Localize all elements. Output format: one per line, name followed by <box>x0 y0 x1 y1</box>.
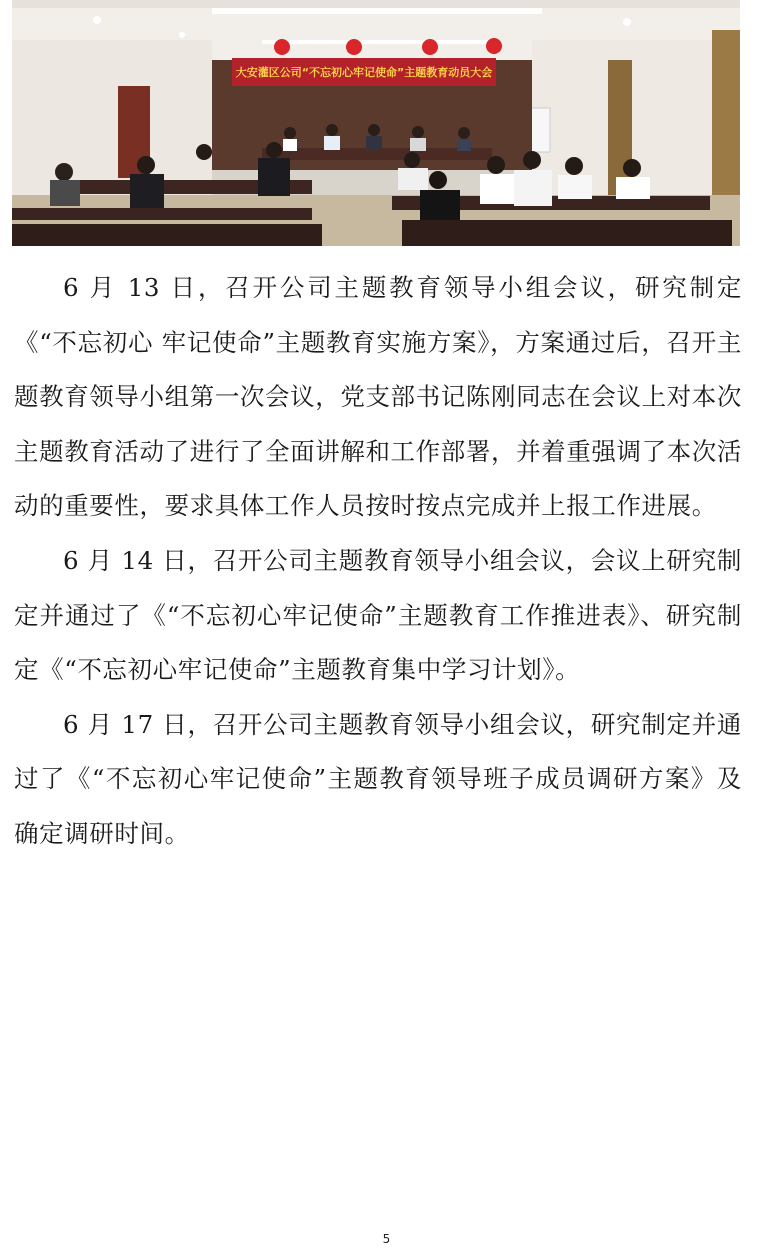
page-number: 5 <box>382 1232 391 1246</box>
banner-text: 大安灌区公司“不忘初心牢记使命”主题教育动员大会 <box>235 66 493 79</box>
meeting-photo <box>12 0 740 246</box>
document-body <box>14 261 742 862</box>
paragraph-june-13: 6 月 13 日，召开公司主题教育领导小组会议，研究制定《“不忘初心 牢记使命”主题教育实施方案》，方案通过后，召开主题教育领导小组第一次会议，党支部书记陈刚同志在会议上对本次主题教育活动了进行了全面讲解和工作部署，并着重强调了本次活动的重要性，要求具体工作人员按时按点完成并上报工作进展。 <box>14 273 742 521</box>
paragraph-june-17: 6 月 17 日，召开公司主题教育领导小组会议，研究制定并通过了《“不忘初心牢记使命”主题教育领导班子成员调研方案》及确定调研时间。 <box>14 709 742 848</box>
paragraph-june-14: 6 月 14 日，召开公司主题教育领导小组会议，会议上研究制定并通过了《“不忘初心牢记使命”主题教育工作推进表》、研究制定《“不忘初心牢记使命”主题教育集中学习计划》。 <box>14 545 742 685</box>
